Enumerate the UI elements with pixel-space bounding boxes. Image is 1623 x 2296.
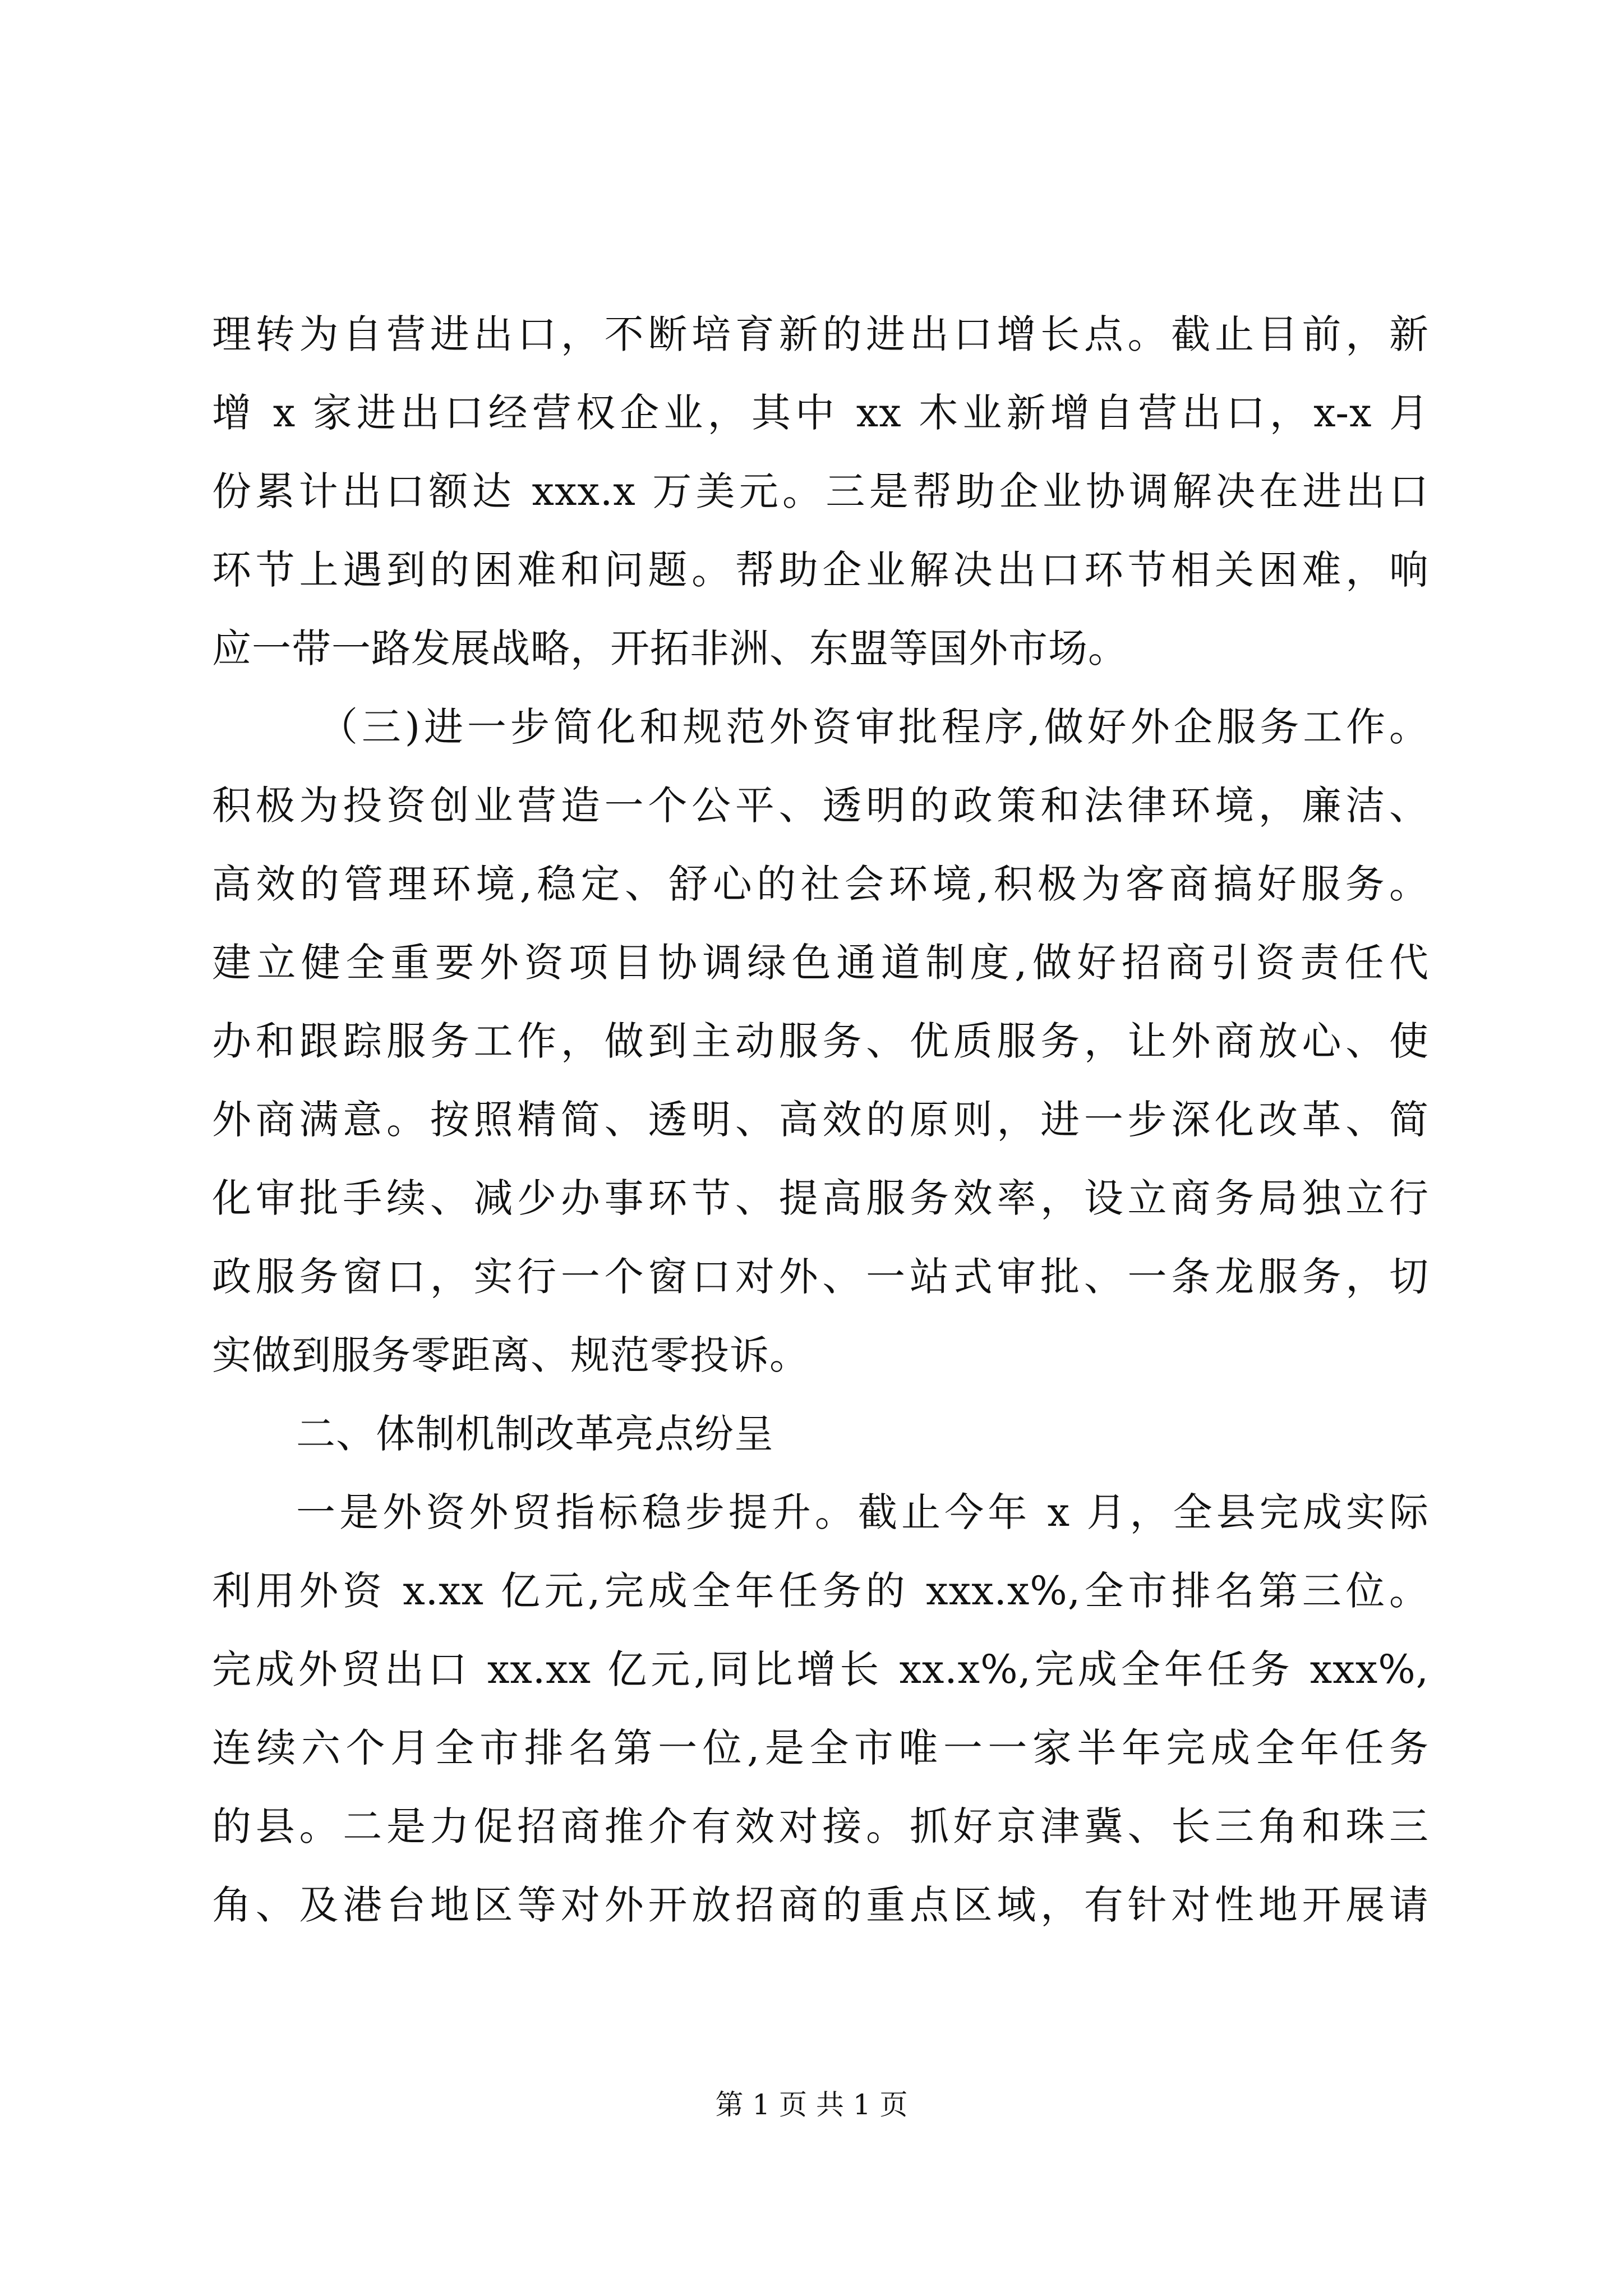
paragraph-1-line-4: 环节上遇到的困难和问题。帮助企业解决出口环节相关困难，响 — [212, 547, 1429, 593]
paragraph-4-line-2: 利用外资 x.xx 亿元,完成全年任务的 xxx.x%,全市排名第三位。 — [212, 1568, 1429, 1614]
paragraph-2-line-8: 政服务窗口，实行一个窗口对外、一站式审批、一条龙服务，切 — [212, 1254, 1429, 1300]
page-number-footer: 第 1 页 共 1 页 — [715, 2088, 908, 2121]
paragraph-2-line-3: 高效的管理环境,稳定、舒心的社会环境,积极为客商搞好服务。 — [212, 861, 1429, 907]
paragraph-2-line-5: 办和跟踪服务工作，做到主动服务、优质服务，让外商放心、使 — [212, 1018, 1429, 1064]
paragraph-4-line-6: 角、及港台地区等对外开放招商的重点区域，有针对性地开展请 — [212, 1882, 1429, 1928]
paragraph-2-line-4: 建立健全重要外资项目协调绿色通道制度,做好招商引资责任代 — [212, 940, 1429, 986]
paragraph-2-line-6: 外商满意。按照精简、透明、高效的原则，进一步深化改革、简 — [212, 1097, 1429, 1143]
paragraph-2-line-9: 实做到服务零距离、规范零投诉。 — [212, 1332, 809, 1378]
paragraph-4-line-5: 的县。二是力促招商推介有效对接。抓好京津冀、长三角和珠三 — [212, 1803, 1429, 1849]
paragraph-1-line-2: 增 x 家进出口经营权企业，其中 xx 木业新增自营出口，x-x 月 — [212, 390, 1429, 436]
paragraph-1-line-3: 份累计出口额达 xxx.x 万美元。三是帮助企业协调解决在进出口 — [212, 468, 1429, 514]
paragraph-4-line-3: 完成外贸出口 xx.xx 亿元,同比增长 xx.x%,完成全年任务 xxx%, — [212, 1646, 1429, 1692]
paragraph-4-line-4: 连续六个月全市排名第一位,是全市唯一一家半年完成全年任务 — [212, 1725, 1429, 1771]
paragraph-2-line-7: 化审批手续、减少办事环节、提高服务效率，设立商务局独立行 — [212, 1175, 1429, 1221]
paragraph-1-line-5: 应一带一路发展战略，开拓非洲、东盟等国外市场。 — [212, 625, 1128, 671]
paragraph-2-line-2: 积极为投资创业营造一个公平、透明的政策和法律环境，廉洁、 — [212, 783, 1429, 829]
section-heading: 二、体制机制改革亮点纷呈 — [296, 1411, 774, 1457]
paragraph-2-line-1: （三)进一步简化和规范外资审批程序,做好外企服务工作。 — [319, 704, 1429, 750]
paragraph-1-line-1: 理转为自营进出口，不断培育新的进出口增长点。截止目前，新 — [212, 311, 1429, 357]
paragraph-4-line-1: 一是外资外贸指标稳步提升。截止今年 x 月，全县完成实际 — [296, 1489, 1429, 1535]
